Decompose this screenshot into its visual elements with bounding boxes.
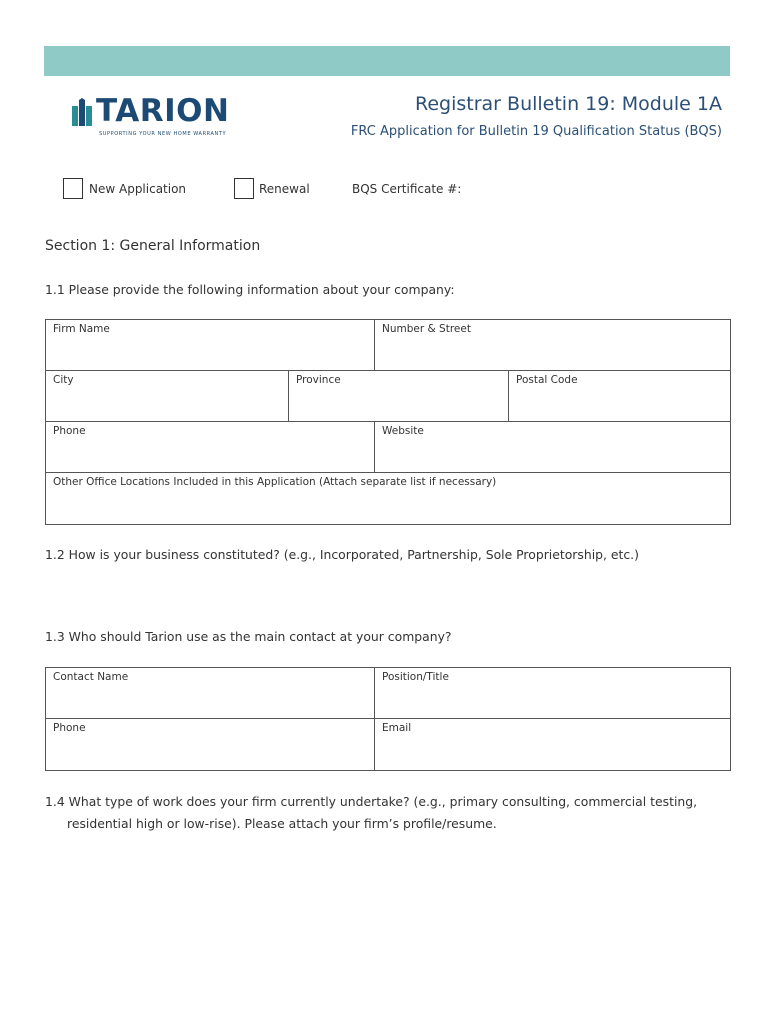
- contact-phone-field[interactable]: [46, 719, 375, 770]
- contact-phone-label: Phone: [53, 722, 86, 734]
- contact-name-field[interactable]: [46, 668, 375, 718]
- new-application-label: New Application: [89, 182, 187, 196]
- table-row: [46, 668, 730, 719]
- contact-info-table: [45, 667, 731, 771]
- application-type-row: [0, 178, 770, 204]
- firm-name-label: Firm Name: [53, 323, 110, 335]
- postal-code-field[interactable]: [509, 371, 730, 421]
- phone-label: Phone: [53, 425, 86, 437]
- table-row: [46, 422, 730, 473]
- logo-tagline: SUPPORTING YOUR NEW HOME WARRANTY: [99, 131, 227, 137]
- number-street-field[interactable]: [375, 320, 730, 370]
- document-title: Registrar Bulletin 19: Module 1A: [415, 93, 722, 115]
- postal-code-label: Postal Code: [516, 374, 578, 386]
- table-row: [46, 371, 730, 422]
- website-label: Website: [382, 425, 424, 437]
- question-1-4: 1.4 What type of work does your firm currently undertake? (e.g., primary consulting, commercial testing,: [45, 794, 698, 809]
- renewal-label: Renewal: [259, 182, 310, 196]
- section-1-heading: Section 1: General Information: [45, 238, 261, 254]
- header-band: [44, 46, 730, 76]
- table-row: [46, 719, 730, 770]
- city-field[interactable]: [46, 371, 289, 421]
- table-row: [46, 320, 730, 371]
- firm-name-field[interactable]: [46, 320, 375, 370]
- province-field[interactable]: [289, 371, 509, 421]
- number-street-label: Number & Street: [382, 323, 471, 335]
- province-label: Province: [296, 374, 341, 386]
- company-info-table: [45, 319, 731, 525]
- question-1-1: 1.1 Please provide the following information about your company:: [45, 282, 455, 297]
- city-label: City: [53, 374, 74, 386]
- new-application-checkbox[interactable]: [63, 178, 83, 199]
- question-1-2: 1.2 How is your business constituted? (e.g., Incorporated, Partnership, Sole Proprietorship, etc.): [45, 547, 639, 562]
- question-1-4-continued: residential high or low-rise). Please attach your firm’s profile/resume.: [67, 816, 497, 831]
- other-offices-field[interactable]: [46, 473, 730, 524]
- other-offices-label: Other Office Locations Included in this Application (Attach separate list if necessary): [53, 476, 497, 488]
- question-1-3: 1.3 Who should Tarion use as the main contact at your company?: [45, 629, 452, 644]
- position-title-field[interactable]: [375, 668, 730, 718]
- logo-wordmark: TARION: [96, 93, 230, 129]
- document-subtitle: FRC Application for Bulletin 19 Qualification Status (BQS): [350, 124, 722, 139]
- building-icon: [72, 98, 92, 126]
- bqs-certificate-label: BQS Certificate #:: [352, 182, 462, 196]
- renewal-checkbox[interactable]: [234, 178, 254, 199]
- contact-name-label: Contact Name: [53, 671, 129, 683]
- tarion-logo: [72, 93, 232, 142]
- table-row: [46, 473, 730, 524]
- phone-field[interactable]: [46, 422, 375, 472]
- email-field[interactable]: [375, 719, 730, 770]
- position-title-label: Position/Title: [382, 671, 449, 683]
- website-field[interactable]: [375, 422, 730, 472]
- email-label: Email: [382, 722, 412, 734]
